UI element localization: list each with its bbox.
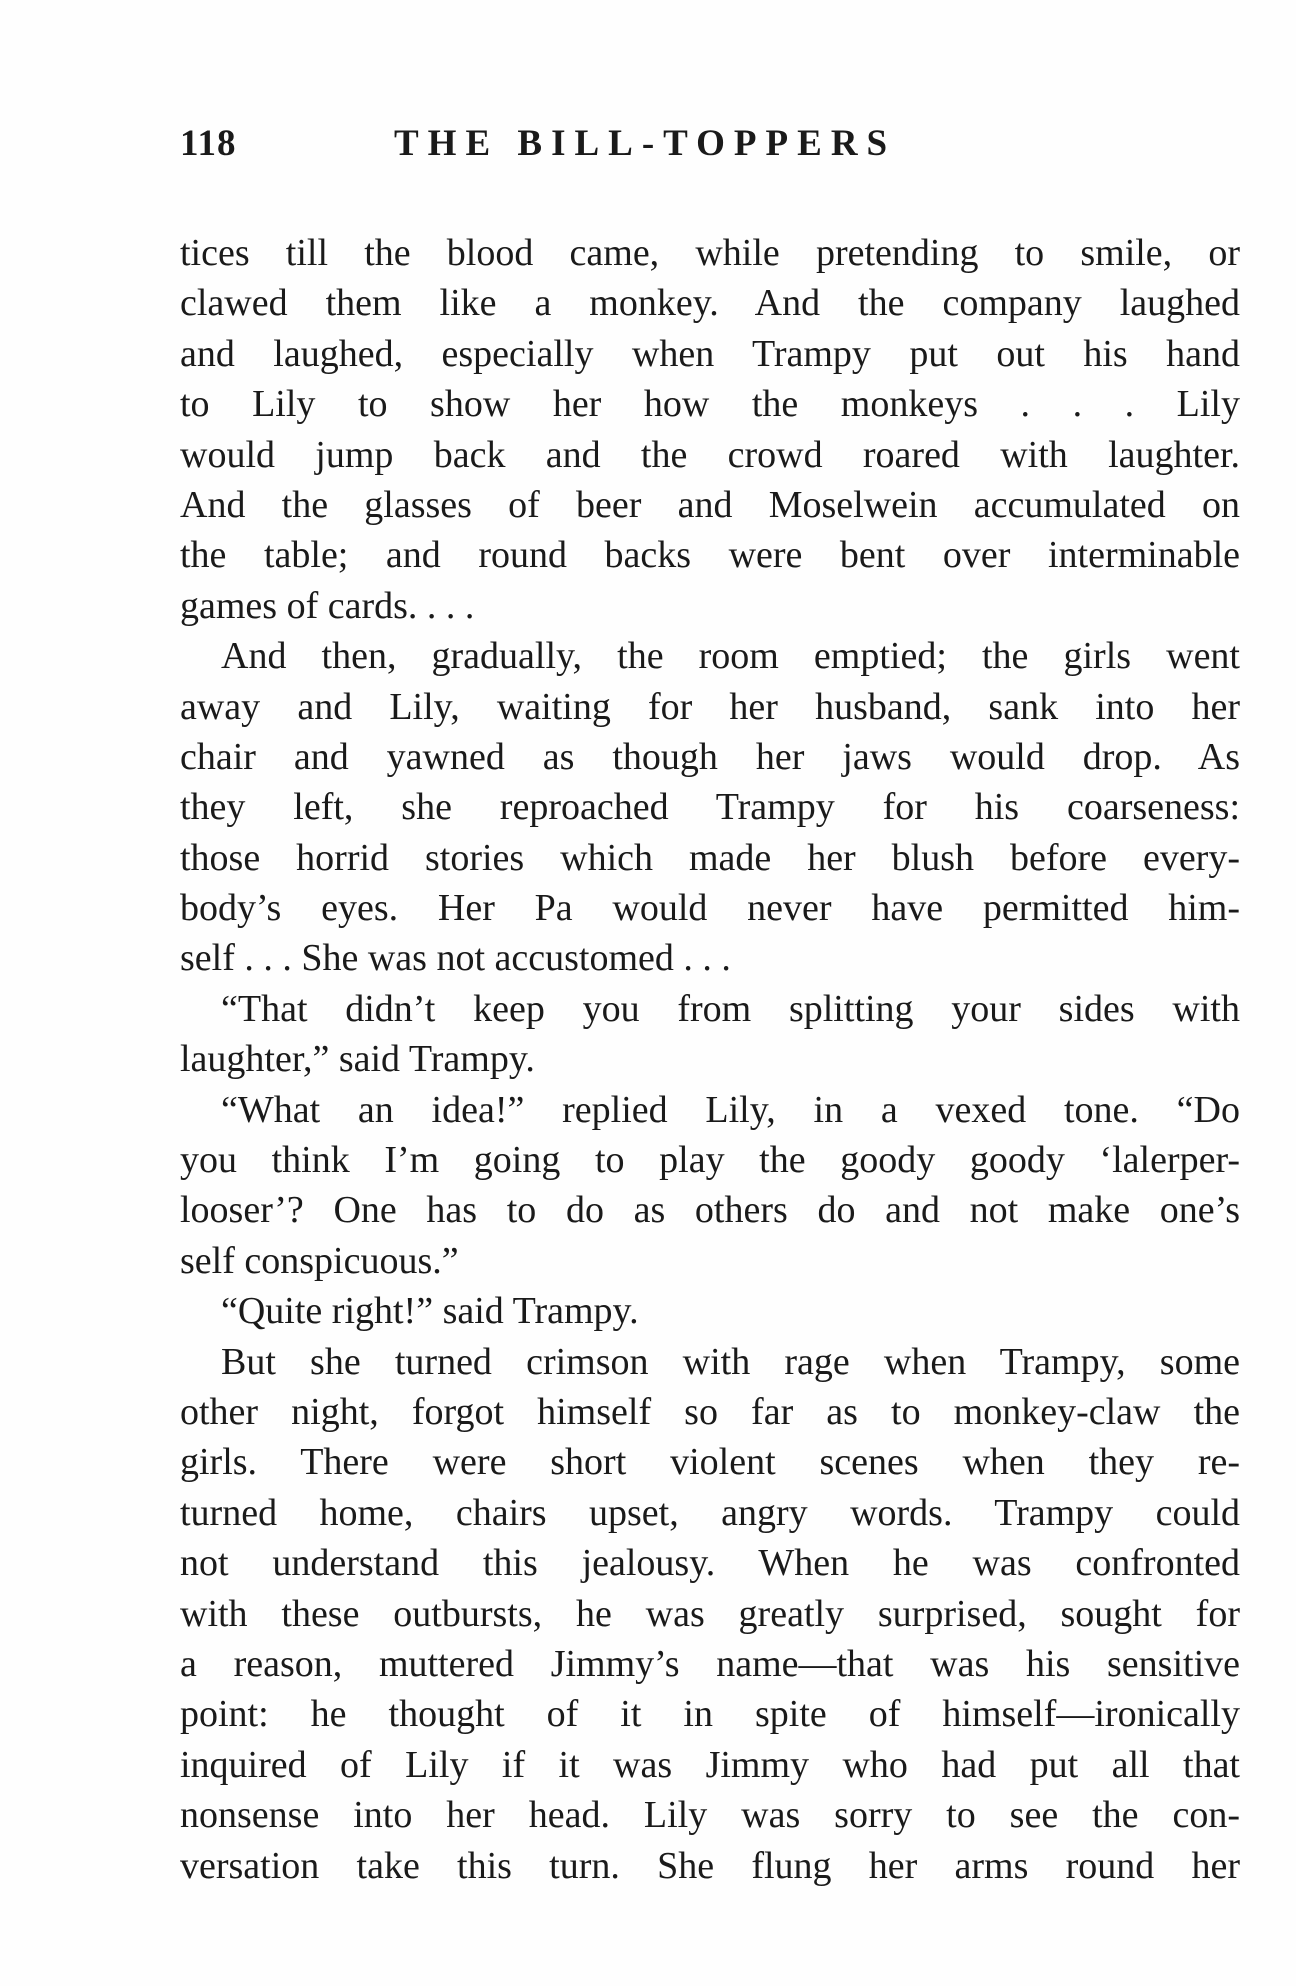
text-line: “That didn’t keep you from splitting your sides with [221,987,1240,1030]
text-line: self . . . She was not accustomed . . . [180,937,731,980]
text-line: chair and yawned as though her jaws would drop. As [180,735,1240,778]
text-line: would jump back and the crowd roared with laughter. [180,433,1240,476]
text-line: and laughed, especially when Trampy put out his hand [180,332,1240,375]
text-line: other night, forgot himself so far as to monkey-claw the [180,1390,1240,1433]
text-line: you think I’m going to play the goody goody ‘lalerper- [180,1139,1240,1182]
page-number: 118 [180,123,237,164]
text-line: “What an idea!” replied Lily, in a vexed tone. “Do [221,1088,1240,1131]
text-line: looser’? One has to do as others do and not make one’s [180,1189,1240,1232]
text-line: tices till the blood came, while pretending to smile, or [180,232,1240,274]
text-line: And then, gradually, the room emptied; the girls went [221,635,1240,678]
text-line: the table; and round backs were bent over interminable [180,534,1240,577]
text-line: nonsense into her head. Lily was sorry to see the con- [180,1794,1240,1837]
text-line: And the glasses of beer and Moselwein accumulated on [180,483,1240,526]
text-line: to Lily to show her how the monkeys . . . Lily [180,383,1240,426]
body-text [180,228,1240,1891]
text-line: self conspicuous.” [180,1239,459,1282]
text-line: those horrid stories which made her blush before every- [180,836,1240,879]
book-title: THE BILL-TOPPERS [394,123,897,164]
text-line: But she turned crimson with rage when Trampy, some [221,1340,1240,1383]
text-line: inquired of Lily if it was Jimmy who had put all that [180,1743,1240,1786]
text-line: point: he thought of it in spite of himself—ironically [180,1693,1240,1736]
text-line: versation take this turn. She flung her arms round her [180,1844,1240,1887]
text-line: laughter,” said Trampy. [180,1038,535,1081]
text-line: games of cards. . . . [180,584,475,627]
text-line: turned home, chairs upset, angry words. Trampy could [180,1491,1240,1534]
text-line: they left, she reproached Trampy for his coarseness: [180,786,1240,829]
text-line: “Quite right!” said Trampy. [221,1290,639,1333]
text-line: a reason, muttered Jimmy’s name—that was his sensitive [180,1642,1240,1685]
text-line: away and Lily, waiting for her husband, sank into her [180,685,1240,728]
text-line: girls. There were short violent scenes when they re- [180,1441,1240,1484]
text-line: with these outbursts, he was greatly surprised, sought for [180,1592,1240,1635]
text-line: body’s eyes. Her Pa would never have permitted him- [180,887,1240,930]
text-line: not understand this jealousy. When he was confronted [180,1542,1240,1585]
running-head [180,122,1022,166]
text-line: clawed them like a monkey. And the company laughed [180,282,1240,325]
